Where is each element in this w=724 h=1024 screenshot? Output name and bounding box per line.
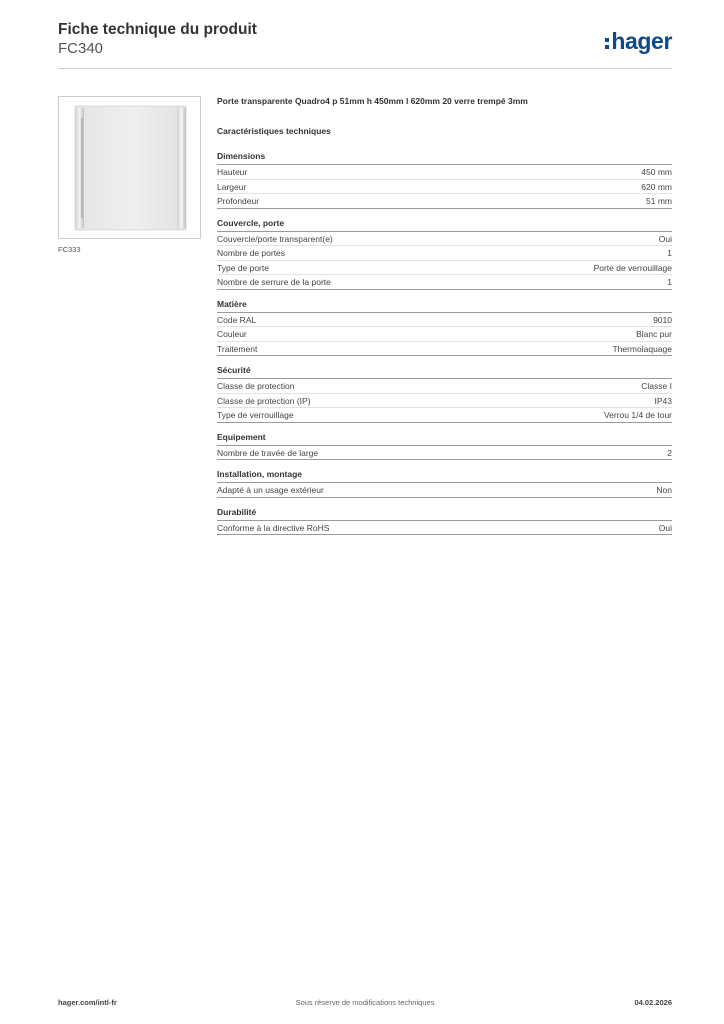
spec-value: Porte de verrouillage: [593, 262, 672, 273]
hager-logo: [605, 27, 672, 55]
footer-website[interactable]: hager.com/intl-fr: [58, 998, 117, 1007]
spec-label: Couleur: [217, 329, 247, 339]
spec-group: [217, 217, 672, 290]
spec-label: Profondeur: [217, 196, 260, 206]
specifications: [217, 95, 672, 543]
spec-row: [217, 379, 672, 394]
spec-label: Traitement: [217, 343, 258, 354]
spec-label: Hauteur: [217, 167, 248, 177]
spec-row: [217, 394, 672, 409]
spec-value: 9010: [653, 314, 672, 325]
spec-value: Thermolaquage: [612, 343, 672, 354]
spec-value: Verrou 1/4 de tour: [603, 410, 672, 420]
spec-value: 620 mm: [641, 181, 672, 192]
spec-label: Nombre de travée de large: [217, 447, 319, 458]
spec-value: Classe I: [641, 381, 672, 391]
spec-group: [217, 150, 672, 209]
transparent-door-icon: [69, 104, 192, 232]
spec-row: [217, 342, 672, 357]
product-reference: FC340: [58, 40, 104, 57]
spec-row: [217, 261, 672, 276]
footer-notice: Sous réserve de modifications techniques: [295, 998, 435, 1007]
spec-row: [217, 408, 672, 423]
spec-group: [217, 468, 672, 498]
spec-group: [217, 431, 672, 461]
spec-row: [217, 232, 672, 247]
spec-value: 450 mm: [641, 167, 672, 177]
product-name: Porte transparente Quadro4 p 51mm h 450mm l 620mm 20 verre trempé 3mm: [217, 96, 528, 106]
spec-label: Code RAL: [217, 314, 257, 325]
spec-value: 2: [667, 447, 672, 458]
spec-group-title: Dimensions: [217, 150, 672, 165]
spec-row: [217, 446, 672, 461]
spec-value: 1: [667, 248, 672, 258]
spec-label: Nombre de portes: [217, 248, 286, 258]
document-title: Fiche technique du produit: [58, 21, 257, 38]
section-heading: Caractéristiques techniques: [217, 126, 331, 136]
spec-groups: [217, 150, 672, 535]
spec-group-title: Matière: [217, 298, 672, 313]
spec-label: Couvercle/porte transparent(e): [217, 233, 333, 244]
spec-label: Classe de protection: [217, 381, 295, 391]
spec-row: [217, 275, 672, 290]
spec-group: [217, 364, 672, 423]
page-header: [58, 20, 672, 69]
spec-label: Type de verrouillage: [217, 410, 294, 420]
spec-row: [217, 313, 672, 328]
footer-date: 04.02.2026: [634, 998, 672, 1007]
spec-row: [217, 194, 672, 209]
spec-row: [217, 327, 672, 342]
spec-group-title: Installation, montage: [217, 468, 672, 483]
spec-group-title: Equipement: [217, 431, 672, 446]
spec-label: Adapté à un usage extérieur: [217, 485, 324, 495]
spec-row: [217, 246, 672, 261]
spec-row: [217, 180, 672, 195]
spec-label: Conforme à la directive RoHS: [217, 522, 330, 533]
spec-group-title: Couvercle, porte: [217, 217, 672, 232]
spec-group: [217, 506, 672, 536]
spec-row: [217, 521, 672, 536]
spec-value: Non: [656, 485, 672, 495]
spec-value: 1: [667, 277, 672, 287]
image-caption: FC333: [58, 245, 81, 254]
spec-label: Type de porte: [217, 262, 269, 273]
spec-value: Oui: [658, 522, 672, 533]
logo-colon-icon: [605, 36, 609, 50]
spec-group: [217, 298, 672, 357]
spec-value: Blanc pur: [636, 329, 672, 339]
logo-text: hager: [611, 28, 672, 54]
spec-value: Oui: [658, 233, 672, 244]
spec-group-title: Sécurité: [217, 364, 672, 379]
spec-label: Largeur: [217, 181, 247, 192]
spec-value: 51 mm: [646, 196, 672, 206]
spec-row: [217, 165, 672, 180]
spec-value: IP43: [654, 395, 672, 406]
spec-label: Classe de protection (IP): [217, 395, 311, 406]
spec-row: [217, 483, 672, 498]
product-image: [58, 96, 201, 239]
spec-group-title: Durabilité: [217, 506, 672, 521]
spec-label: Nombre de serrure de la porte: [217, 277, 331, 287]
